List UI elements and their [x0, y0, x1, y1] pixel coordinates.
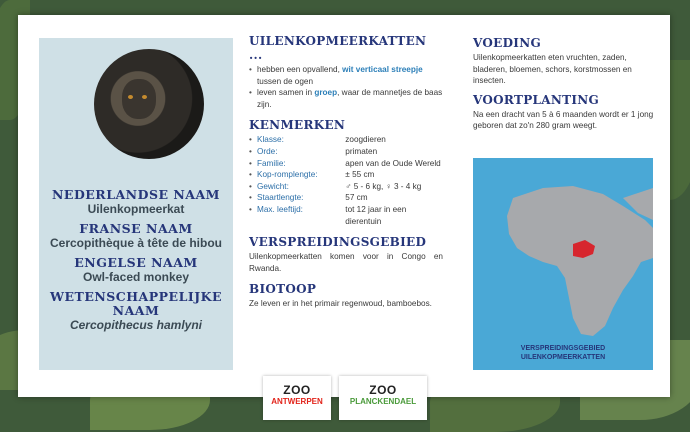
table-row: • Max. leeftijd: tot 12 jaar in een dierentuin	[249, 204, 443, 227]
french-name-value: Cercopithèque à tête de hibou	[49, 236, 223, 250]
monkey-eye	[128, 95, 133, 99]
verspreiding-title: VERSPREIDINGSGEBIED	[249, 235, 427, 250]
kenmerken-table	[249, 134, 443, 227]
biotoop-text: Ze leven er in het primair regenwoud, bamboebos.	[249, 299, 432, 309]
english-name-value: Owl-faced monkey	[82, 270, 190, 284]
zoo-antwerpen-logo[interactable]: ZOO ANTWERPEN	[263, 376, 331, 420]
english-name-heading: ENGELSE NAAM	[74, 255, 198, 270]
kenmerken-title: KENMERKEN	[249, 118, 346, 133]
french-name-heading: FRANSE NAAM	[79, 221, 193, 236]
map-caption: VERSPREIDINGSGEBIED UILENKOPMEERKATTEN	[520, 345, 606, 361]
verspreiding-text: Uilenkopmeerkatten komen voor in Congo en Rwanda.	[249, 252, 443, 273]
voeding-text: Uilenkopmeerkatten eten vruchten, zaden, bladeren, bloemen, schors, korstmossen en insecten.	[473, 53, 632, 86]
monkey-face	[122, 79, 156, 119]
voortplanting-text: Na een dracht van 5 à 6 maanden wordt er 1 jong geboren dat zo'n 280 gram weegt.	[473, 109, 654, 131]
species-names	[39, 188, 233, 338]
zoo-planckendael-logo[interactable]: ZOO PLANCKENDAEL	[339, 376, 427, 420]
intro-title: UILENKOPMEERKATTEN ...	[249, 34, 427, 62]
table-row: • Staartlengte: 57 cm	[249, 192, 443, 204]
info-card	[18, 15, 670, 397]
biotoop-title: BIOTOOP	[249, 282, 317, 297]
africa-land	[507, 186, 653, 336]
list-item: • leven samen in groep, waar de mannetjes de baas zijn.	[249, 87, 443, 110]
dutch-name-heading: NEDERLANDSE NAAM	[51, 187, 221, 202]
range-map	[473, 158, 653, 370]
dutch-name-value: Uilenkopmeerkat	[87, 202, 185, 216]
right-column	[473, 36, 655, 132]
table-row: • Kop-romplengte: ± 55 cm	[249, 169, 443, 181]
names-panel	[39, 38, 233, 370]
scientific-name-value: Cercopithecus hamlyni	[69, 318, 203, 332]
voeding-title: VOEDING	[473, 36, 542, 50]
middle-column	[249, 34, 443, 310]
intro-list	[249, 64, 443, 110]
voortplanting-title: VOORTPLANTING	[473, 92, 600, 107]
table-row: • Gewicht: ♂ 5 - 6 kg, ♀ 3 - 4 kg	[249, 181, 443, 193]
table-row: • Familie: apen van de Oude Wereld	[249, 158, 443, 170]
list-item: • hebben een opvallend, wit verticaal streepje tussen de ogen	[249, 64, 443, 87]
africa-map	[473, 158, 653, 370]
table-row: • Klasse: zoogdieren	[249, 134, 443, 146]
monkey-eye	[142, 95, 147, 99]
scientific-name-heading: WETENSCHAPPELIJKE NAAM	[49, 289, 223, 318]
owl-faced-monkey-photo	[94, 49, 204, 159]
table-row: • Orde: primaten	[249, 146, 443, 158]
